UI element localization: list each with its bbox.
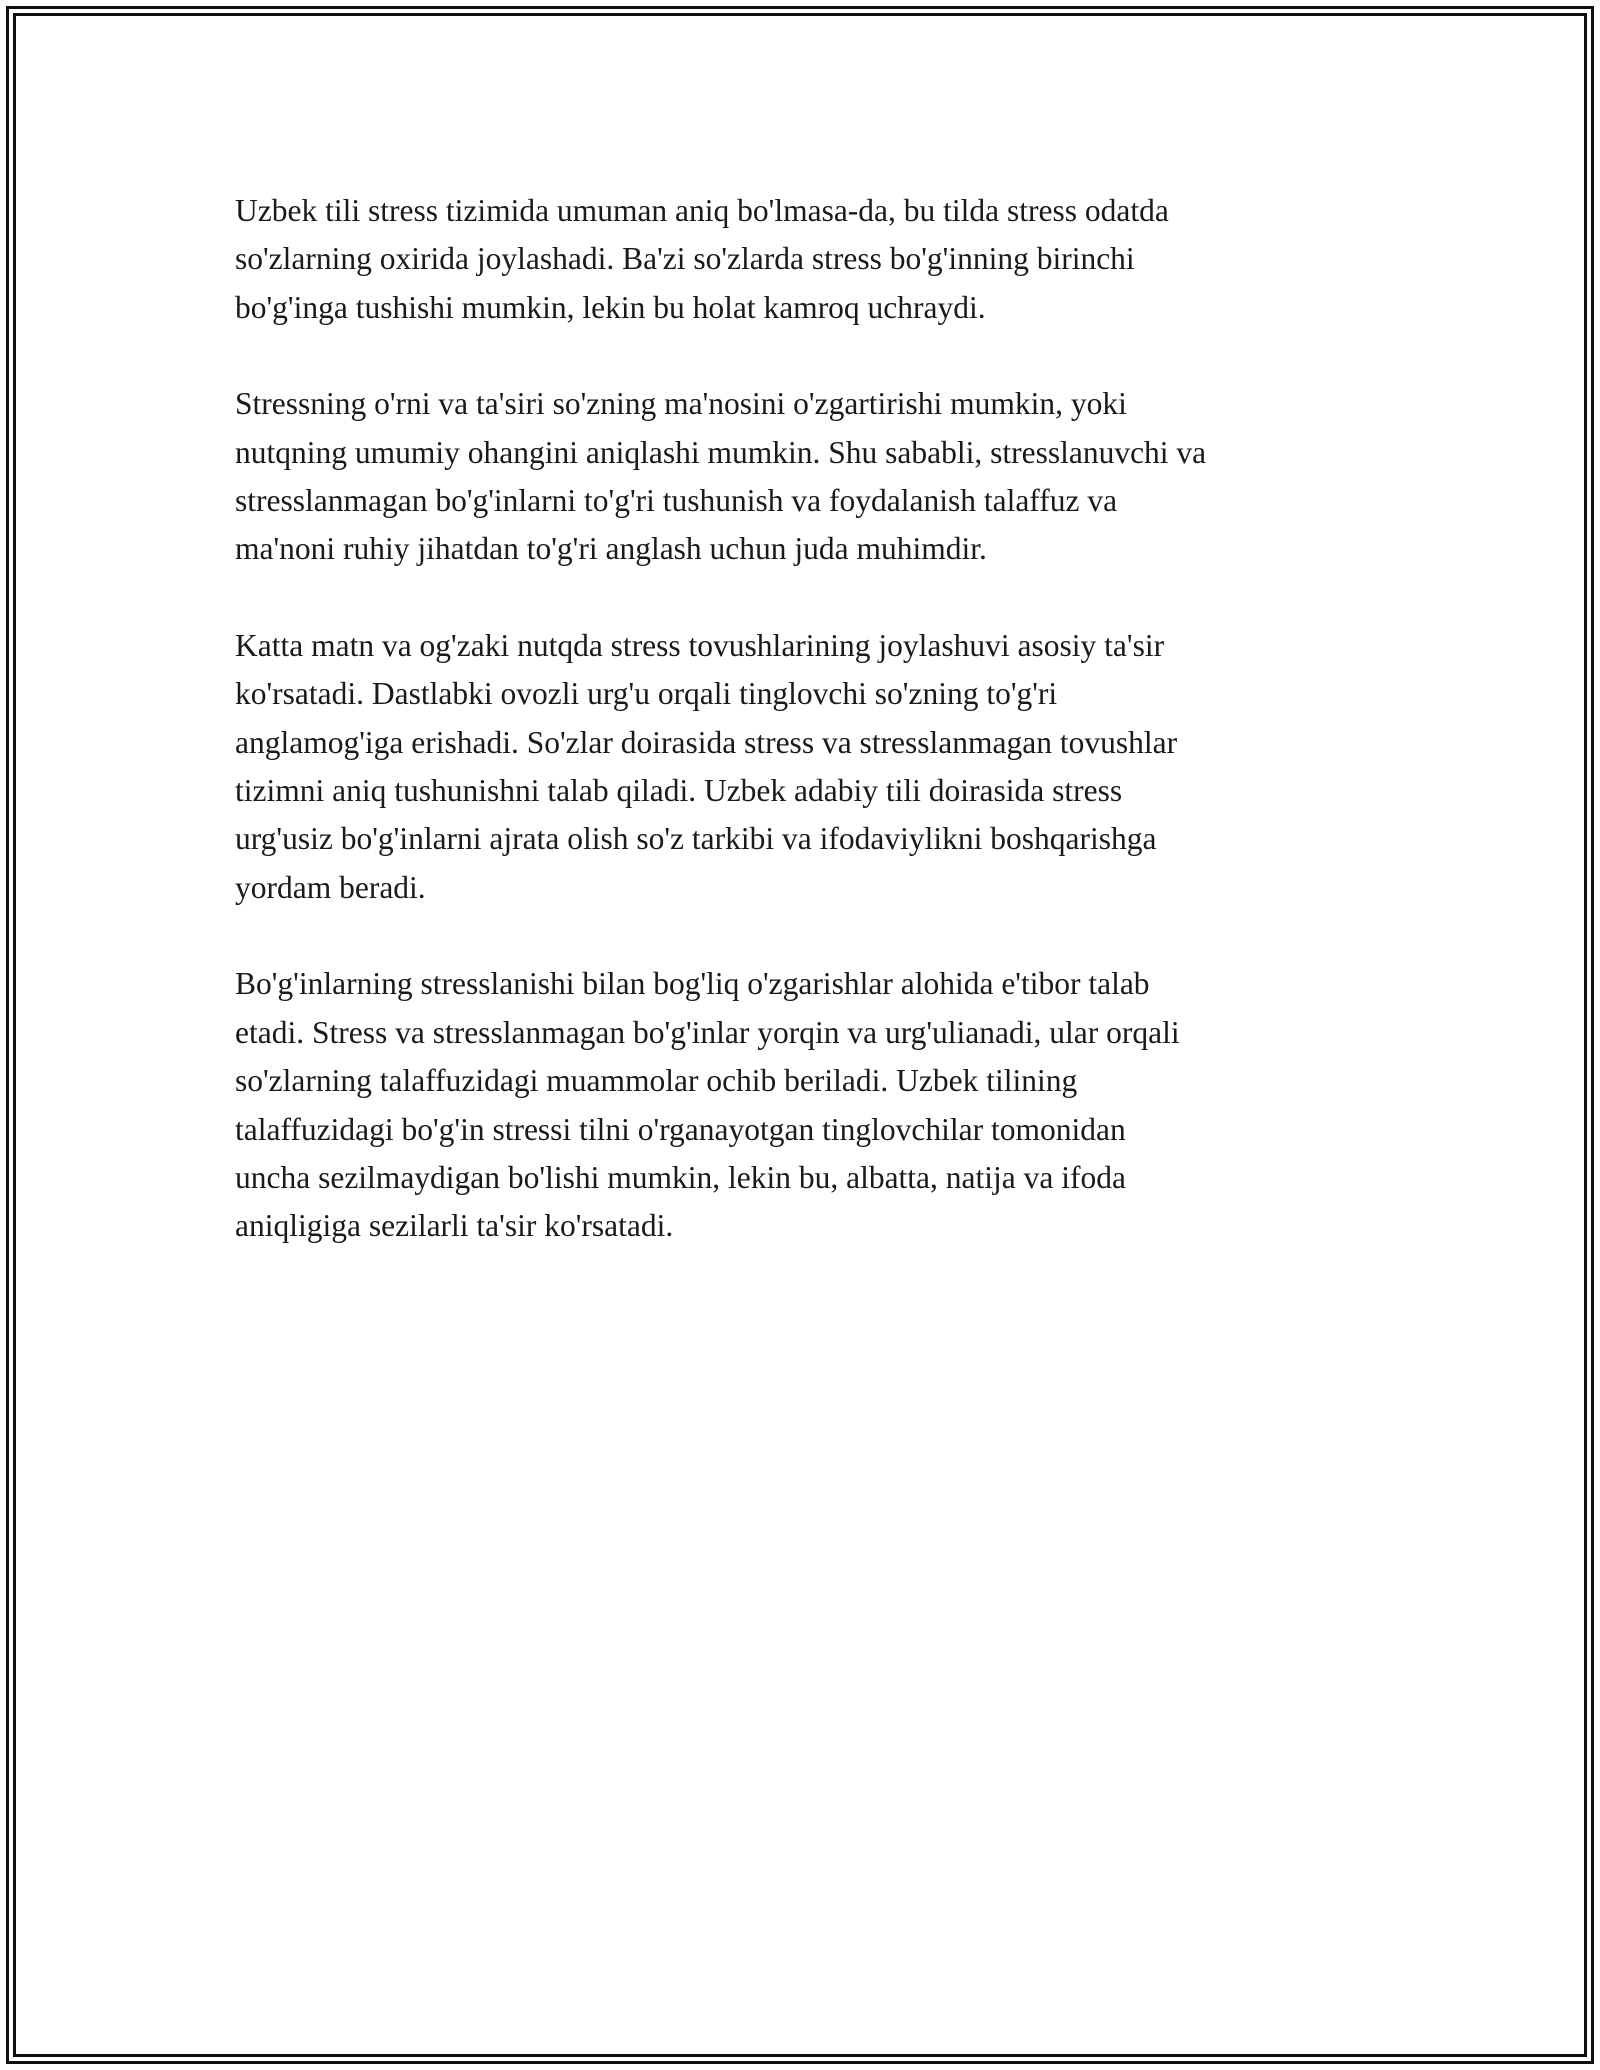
paragraph-4: Bo'g'inlarning stresslanishi bilan bog'liq o'zgarishlar alohida e'tibor talab etadi. Stress va stresslanmagan bo'g'inlar yorqin va urg'ulianadi, ular orqali so'zlarning talaffuzidagi muammolar ochib beriladi. Uzbek tilining talaffuzidagi bo'g'in stressi tilni o'rganayotgan tinglovchilar tomonidan uncha sezilmaydigan bo'lishi mumkin, lekin bu, albatta, natija va ifoda aniqligiga sezilarli ta'sir ko'rsatadi. — [235, 966, 1180, 1244]
document-body — [235, 187, 1395, 1299]
paragraph-2: Stressning o'rni va ta'siri so'zning ma'nosini o'zgartirishi mumkin, yoki nutqning umumiy ohangini aniqlashi mumkin. Shu sababli, stresslanuvchi va stresslanmagan bo'g'inlarni to'g'ri tushunish va foydalanish talaffuz va ma'noni ruhiy jihatdan to'g'ri anglash uchun juda muhimdir. — [235, 386, 1207, 567]
paragraph-1: Uzbek tili stress tizimida umuman aniq bo'lmasa-da, bu tilda stress odatda so'zlarning oxirida joylashadi. Ba'zi so'zlarda stress bo'g'inning birinchi bo'g'inga tushishi mumkin, lekin bu holat kamroq uchraydi. — [235, 193, 1169, 325]
paragraph-3: Katta matn va og'zaki nutqda stress tovushlarining joylashuvi asosiy ta'sir ko'rsatadi. Dastlabki ovozli urg'u orqali tinglovchi so'zning to'g'ri anglamog'iga erishadi. So'zlar doirasida stress va stresslanmagan tovushlar tizimni aniq tushunishni talab qiladi. Uzbek adabiy tili doirasida stress urg'usiz bo'g'inlarni ajrata olish so'z tarkibi va ifodaviylikni boshqarishga yordam beradi. — [235, 627, 1178, 905]
